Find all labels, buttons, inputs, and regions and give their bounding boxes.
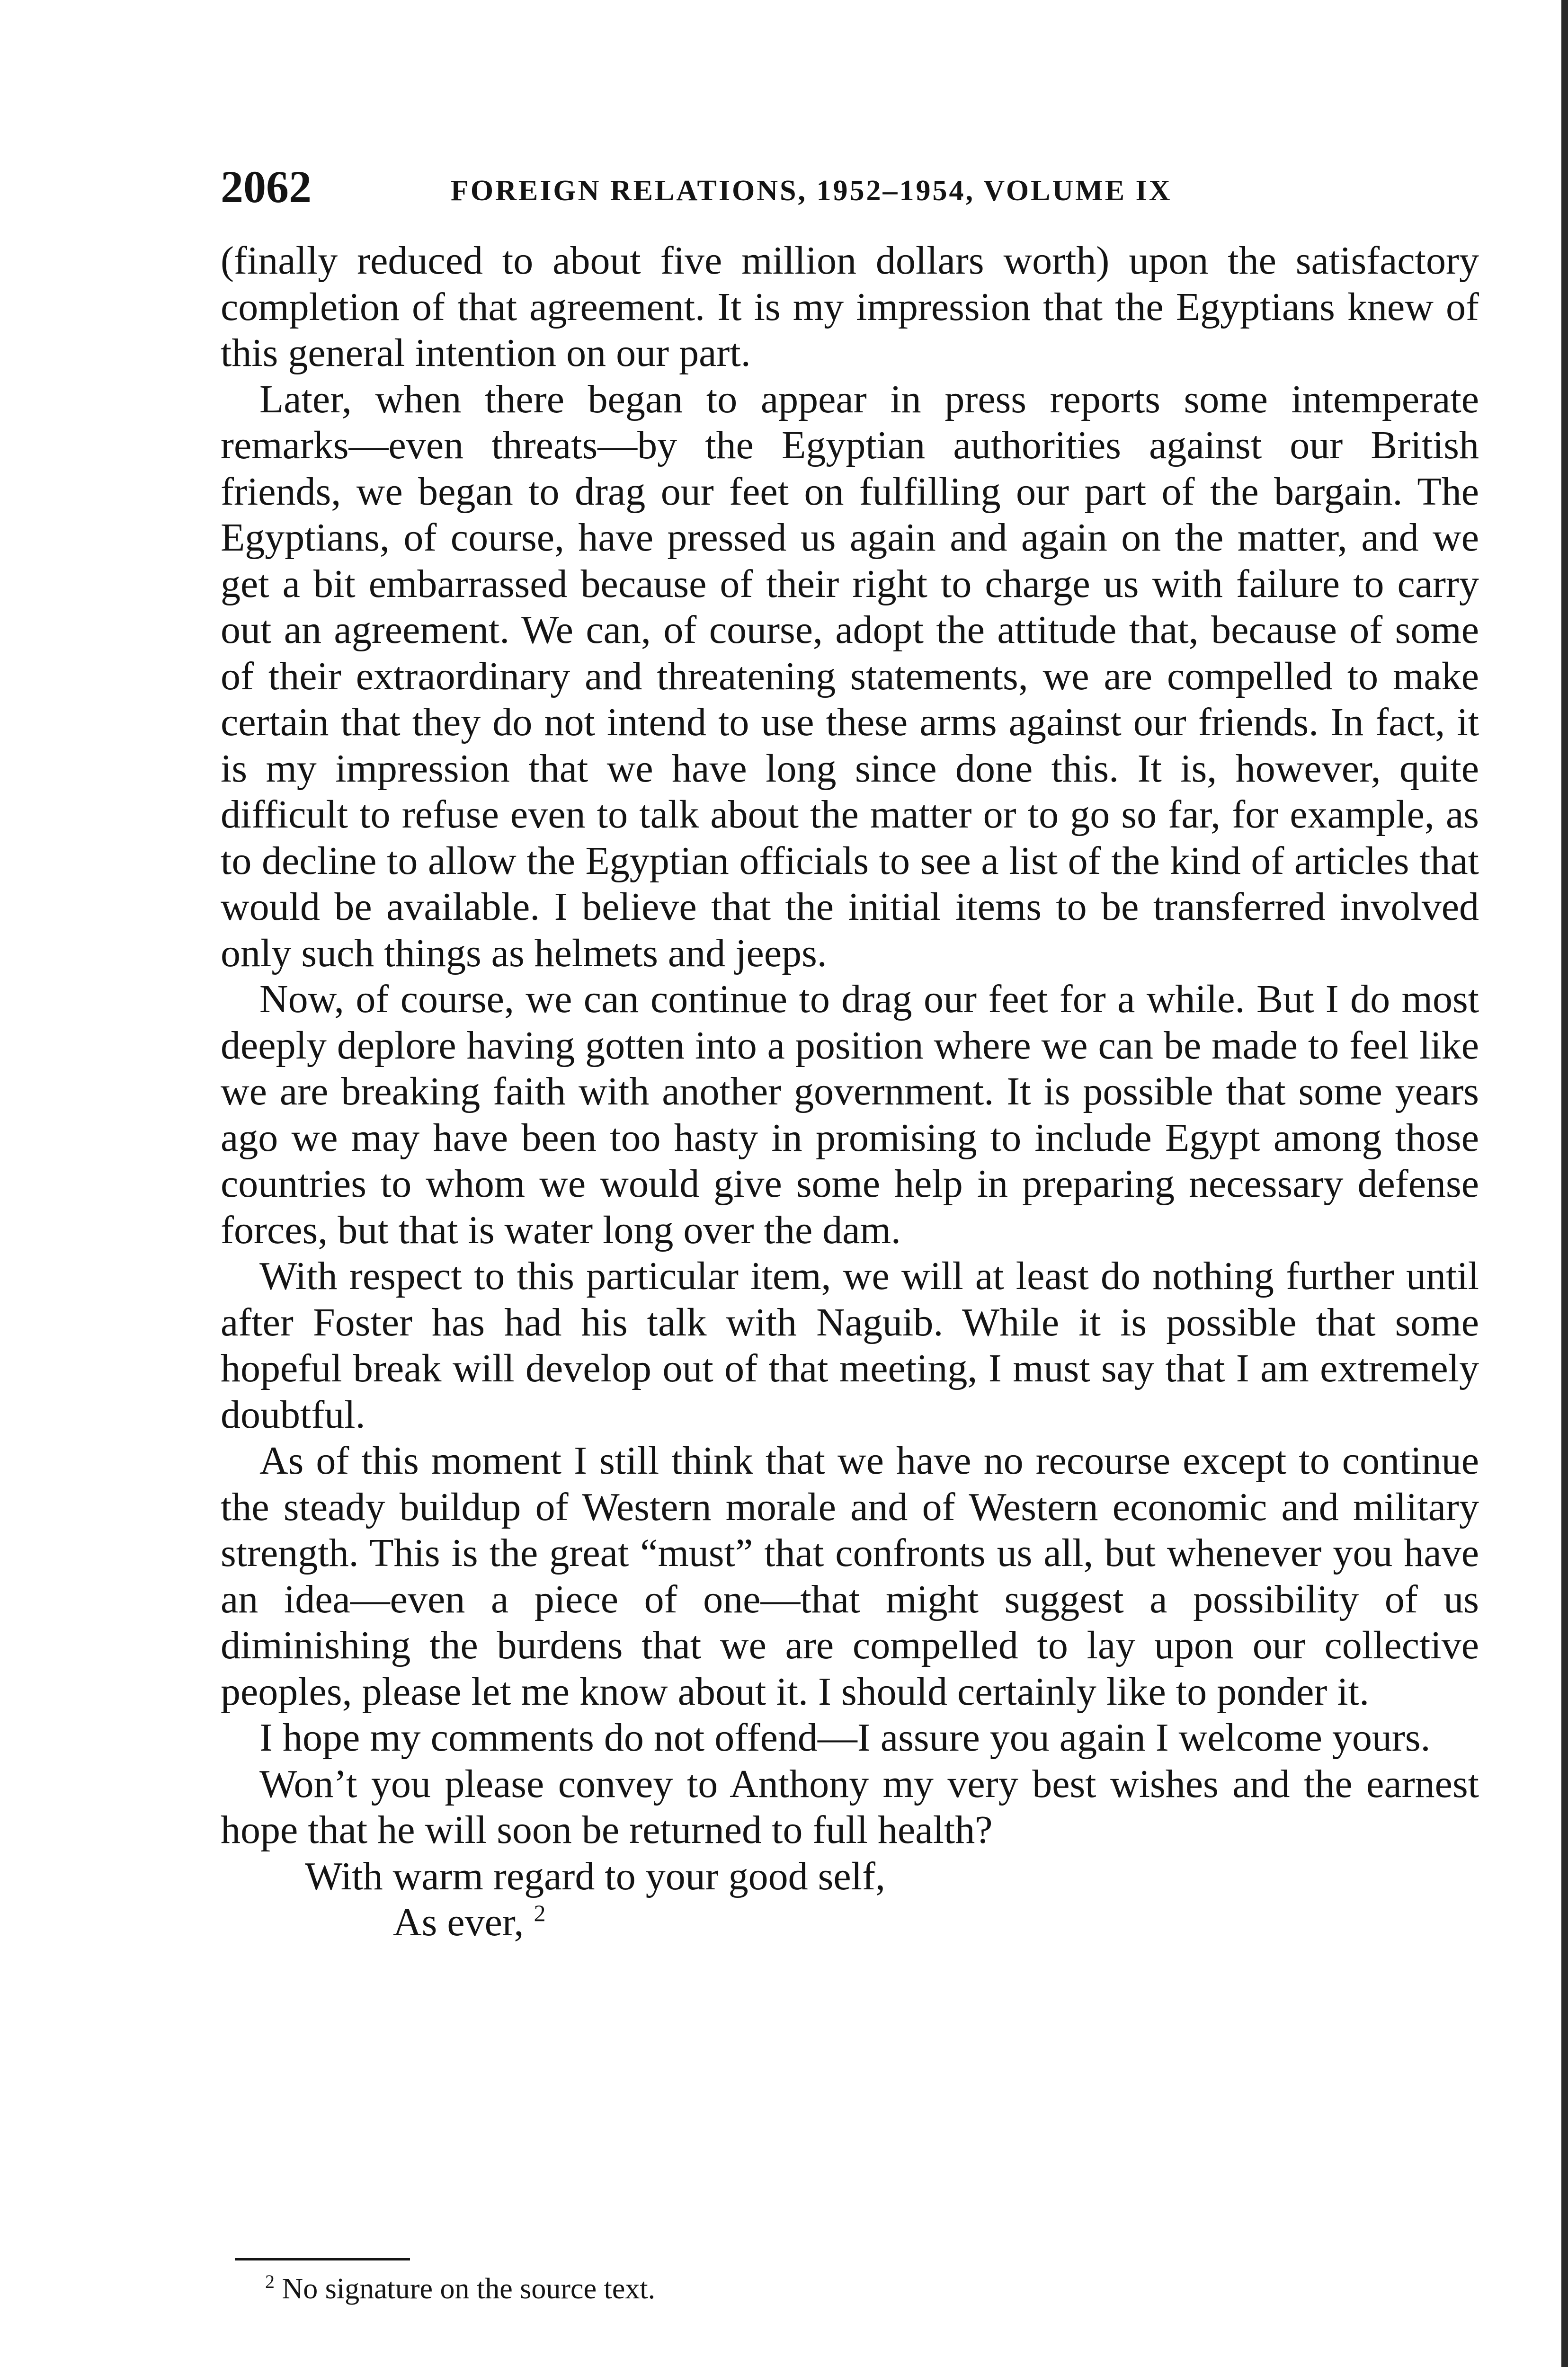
body-paragraph: (finally reduced to about five million dollars worth) upon the satisfactory completion of that agreement. It is my impression that the Egyptians knew of this general intention on our part. xyxy=(221,239,1479,375)
body-paragraph: I hope my comments do not offend—I assure you again I welcome yours. xyxy=(259,1716,1431,1760)
salutation: With warm regard to your good self, xyxy=(305,1854,885,1898)
footnote xyxy=(265,2268,655,2310)
footnote-rule xyxy=(235,2258,410,2260)
letter-body xyxy=(221,238,1479,1946)
running-head: FOREIGN RELATIONS, 1952–1954, VOLUME IX xyxy=(451,175,1172,207)
footnote-marker: 2 xyxy=(265,2271,275,2292)
footnote-reference: 2 xyxy=(534,1900,546,1926)
body-paragraph: Won’t you please convey to Anthony my very best wishes and the earnest hope that he will soon be returned to full health? xyxy=(221,1762,1479,1852)
body-paragraph: Now, of course, we can continue to drag our feet for a while. But I do most deeply deplore having gotten into a position where we can be made to feel like we are breaking faith with another government. It is possible that some years ago we may have been too hasty in promising to include Egypt among those countries to whom we would give some help in preparing necessary defense forces, but that is water long over the dam. xyxy=(221,977,1479,1252)
page-number: 2062 xyxy=(221,161,312,212)
closing-text: As ever, xyxy=(393,1900,524,1944)
body-paragraph: As of this moment I still think that we have no recourse except to continue the steady buildup of Western morale and of Western economic and military strength. This is the great “must” that confronts us all, but whenever you have an idea—even a piece of one—that might suggest a possibility of us diminishing the burdens that we are compelled to lay upon our collective peoples, please let me know about it. I should certainly like to ponder it. xyxy=(221,1439,1479,1714)
page-edge-shadow xyxy=(1561,0,1568,2367)
footnote-text: No signature on the source text. xyxy=(282,2273,656,2305)
body-paragraph: Later, when there began to appear in press reports some intemperate remarks—even threats—by the Egyptian authorities against our British friends, we began to drag our feet on fulfilling our part of the bargain. The Egyptians, of course, have pressed us again and again on the matter, and we get a bit embarrassed because of their right to charge us with failure to carry out an agreement. We can, of course, adopt the attitude that, because of some of their extraordinary and threatening statements, we are compelled to make certain that they do not intend to use these arms against our friends. In fact, it is my impression that we have long since done this. It is, however, quite difficult to refuse even to talk about the matter or to go so far, for example, as to decline to allow the Egyptian officials to see a list of the kind of articles that would be available. I believe that the initial items to be transferred involved only such things as helmets and jeeps. xyxy=(221,377,1479,975)
page-header xyxy=(221,156,1480,218)
body-paragraph: With respect to this particular item, we will at least do nothing further until after Foster has had his talk with Naguib. While it is possible that some hopeful break will develop out of that meeting, I must say that I am extremely doubtful. xyxy=(221,1254,1479,1437)
closing xyxy=(221,1899,1479,1946)
